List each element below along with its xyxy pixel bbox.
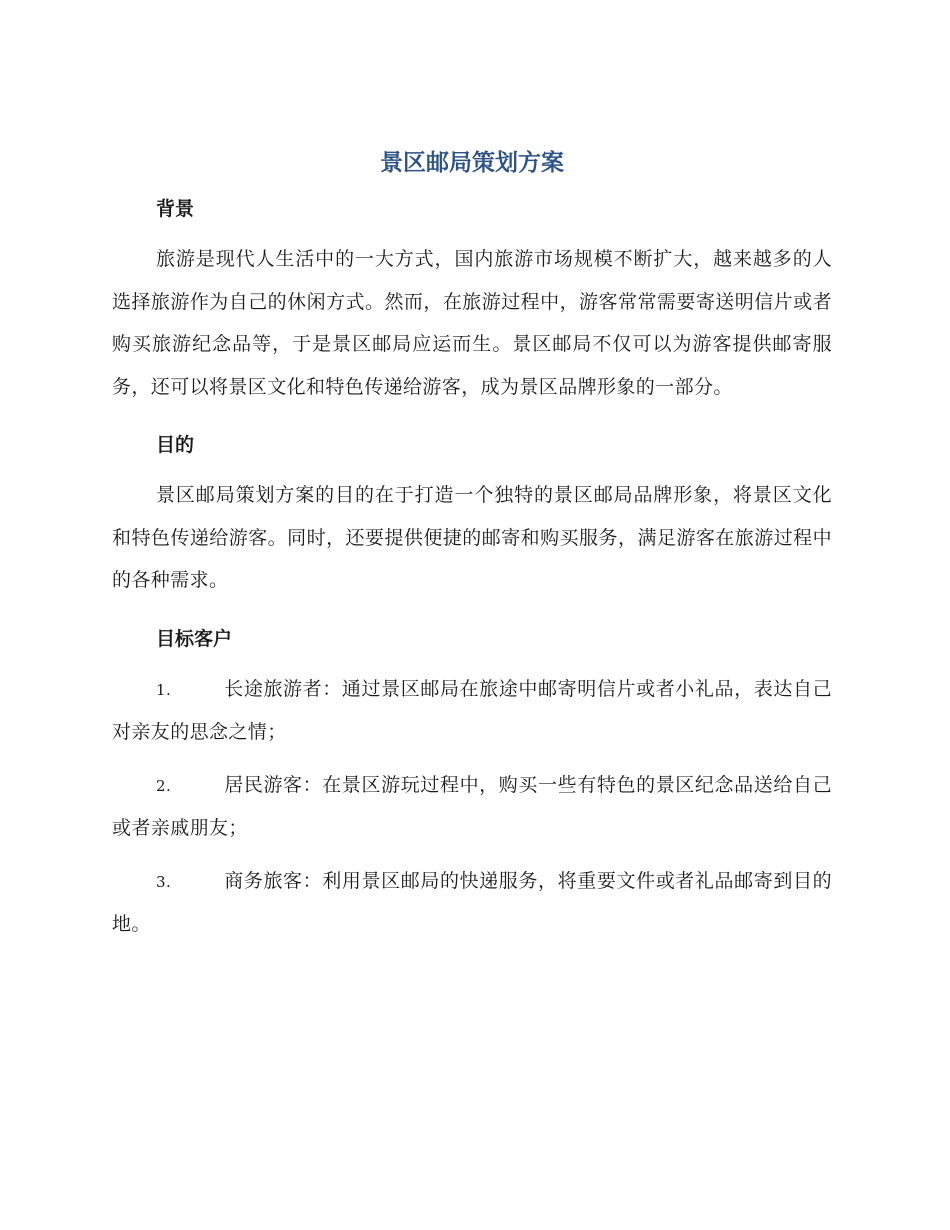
customer-list [112,668,832,946]
list-item [112,764,832,850]
list-item-number: 2. [156,776,172,795]
list-item-text: 长途旅游者：通过景区邮局在旅途中邮寄明信片或者小礼品，表达自己对亲友的思念之情； [112,677,832,743]
list-item-text: 商务旅客：利用景区邮局的快递服务，将重要文件或者礼品邮寄到目的地。 [112,869,832,935]
list-item-text: 居民游客：在景区游玩过程中，购买一些有特色的景区纪念品送给自己或者亲戚朋友； [112,773,832,839]
section-heading-background: 背景 [156,198,195,220]
paragraph-background: 旅游是现代人生活中的一大方式，国内旅游市场规模不断扩大，越来越多的人选择旅游作为自己的休闲方式。然而，在旅游过程中，游客常常需要寄送明信片或者购买旅游纪念品等，于是景区邮局应运而生。景区邮局不仅可以为游客提供邮寄服务，还可以将景区文化和特色传递给游客，成为景区品牌形象的一部分。 [112,248,832,398]
list-item [112,668,832,754]
document-title: 景区邮局策划方案 [380,150,564,176]
section-heading-goal: 目的 [156,434,195,456]
section-heading-customers: 目标客户 [156,627,233,650]
document-body [112,140,832,956]
list-item-number: 3. [156,872,172,891]
list-item-number: 1. [156,680,172,699]
paragraph-goal: 景区邮局策划方案的目的在于打造一个独特的景区邮局品牌形象，将景区文化和特色传递给游客。同时，还要提供便捷的邮寄和购买服务，满足游客在旅游过程中的各种需求。 [112,484,832,591]
list-item [112,860,832,946]
